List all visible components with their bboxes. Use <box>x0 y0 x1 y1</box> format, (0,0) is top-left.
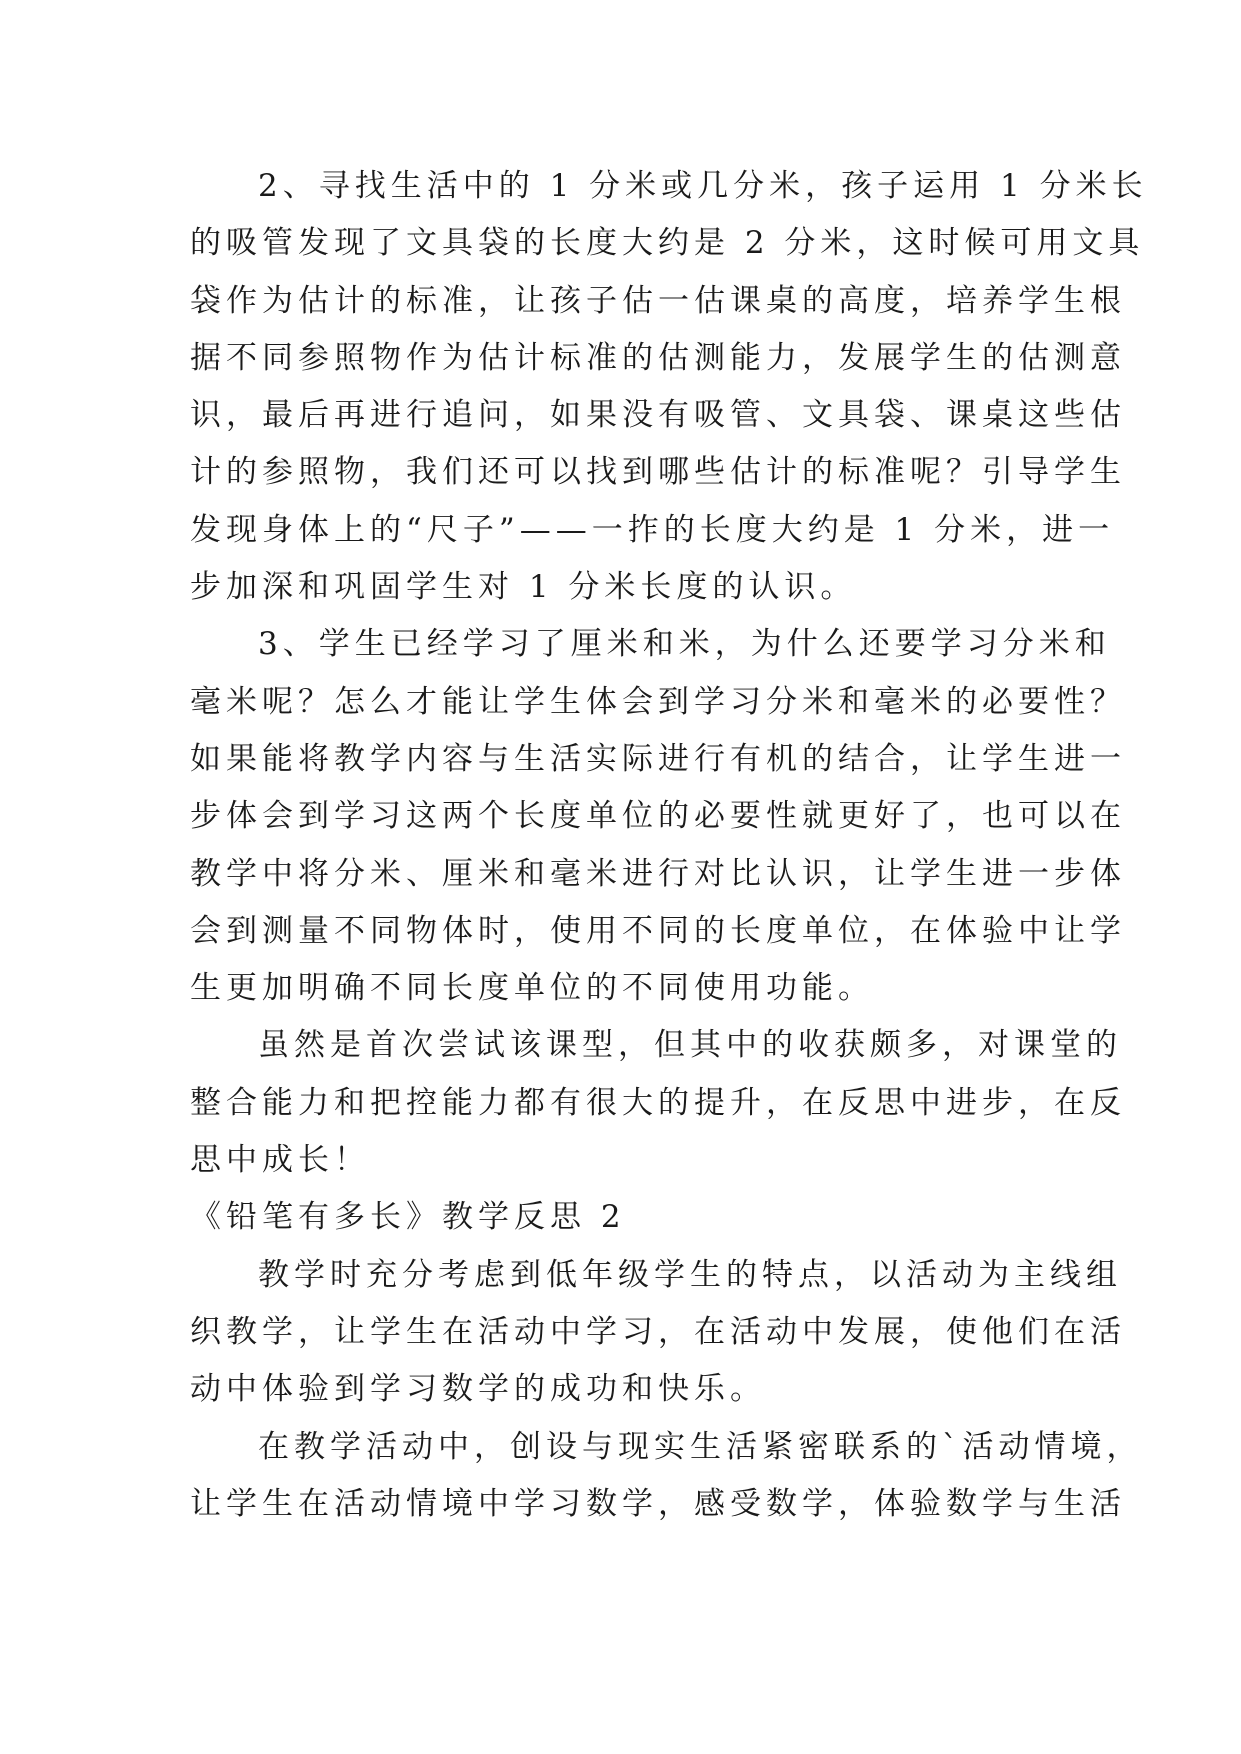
paragraph-line: 整合能力和把控能力都有很大的提升，在反思中进步，在反 <box>190 1084 1126 1121</box>
paragraph-line: 教学中将分米、厘米和毫米进行对比认识，让学生进一步体 <box>190 855 1126 892</box>
paragraph-line: 思中成长！ <box>190 1142 370 1179</box>
paragraph-line: 发现身体上的“尺子”——一拃的长度大约是 1 分米，进一 <box>190 511 1115 548</box>
paragraph-line: 识，最后再进行追问，如果没有吸管、文具袋、课桌这些估 <box>190 397 1126 434</box>
paragraph-line: 教学时充分考虑到低年级学生的特点，以活动为主线组 <box>258 1256 1122 1293</box>
paragraph-line: 步加深和巩固学生对 1 分米长度的认识。 <box>190 569 857 606</box>
paragraph-line: 的吸管发现了文具袋的长度大约是 2 分米，这时候可用文具 <box>190 225 1145 262</box>
paragraph-line: 虽然是首次尝试该课型，但其中的收获颇多，对课堂的 <box>258 1027 1122 1064</box>
paragraph-line: 织教学，让学生在活动中学习，在活动中发展，使他们在活 <box>190 1313 1126 1350</box>
paragraph-line: 生更加明确不同长度单位的不同使用功能。 <box>190 970 874 1007</box>
section-heading: 《铅笔有多长》教学反思 2 <box>190 1199 626 1236</box>
paragraph-line: 3、学生已经学习了厘米和米，为什么还要学习分米和 <box>258 626 1111 663</box>
paragraph-line: 让学生在活动情境中学习数学，感受数学，体验数学与生活 <box>190 1485 1126 1522</box>
paragraph-line: 据不同参照物作为估计标准的估测能力，发展学生的估测意 <box>190 339 1126 376</box>
paragraph-line: 步体会到学习这两个长度单位的必要性就更好了，也可以在 <box>190 798 1126 835</box>
paragraph-line: 2、寻找生活中的 1 分米或几分米，孩子运用 1 分米长 <box>258 168 1148 204</box>
paragraph-line: 毫米呢？怎么才能让学生体会到学习分米和毫米的必要性？ <box>190 683 1126 720</box>
paragraph-line: 会到测量不同物体时，使用不同的长度单位，在体验中让学 <box>190 912 1126 949</box>
paragraph-line: 如果能将教学内容与生活实际进行有机的结合，让学生进一 <box>190 740 1126 777</box>
paragraph-line: 袋作为估计的标准，让孩子估一估课桌的高度，培养学生根 <box>190 282 1126 319</box>
paragraph-line: 动中体验到学习数学的成功和快乐。 <box>190 1371 766 1408</box>
paragraph-line: 在教学活动中，创设与现实生活紧密联系的`活动情境， <box>258 1428 1143 1465</box>
paragraph-line: 计的参照物，我们还可以找到哪些估计的标准呢？引导学生 <box>190 454 1126 491</box>
document-body <box>190 158 1148 1533</box>
